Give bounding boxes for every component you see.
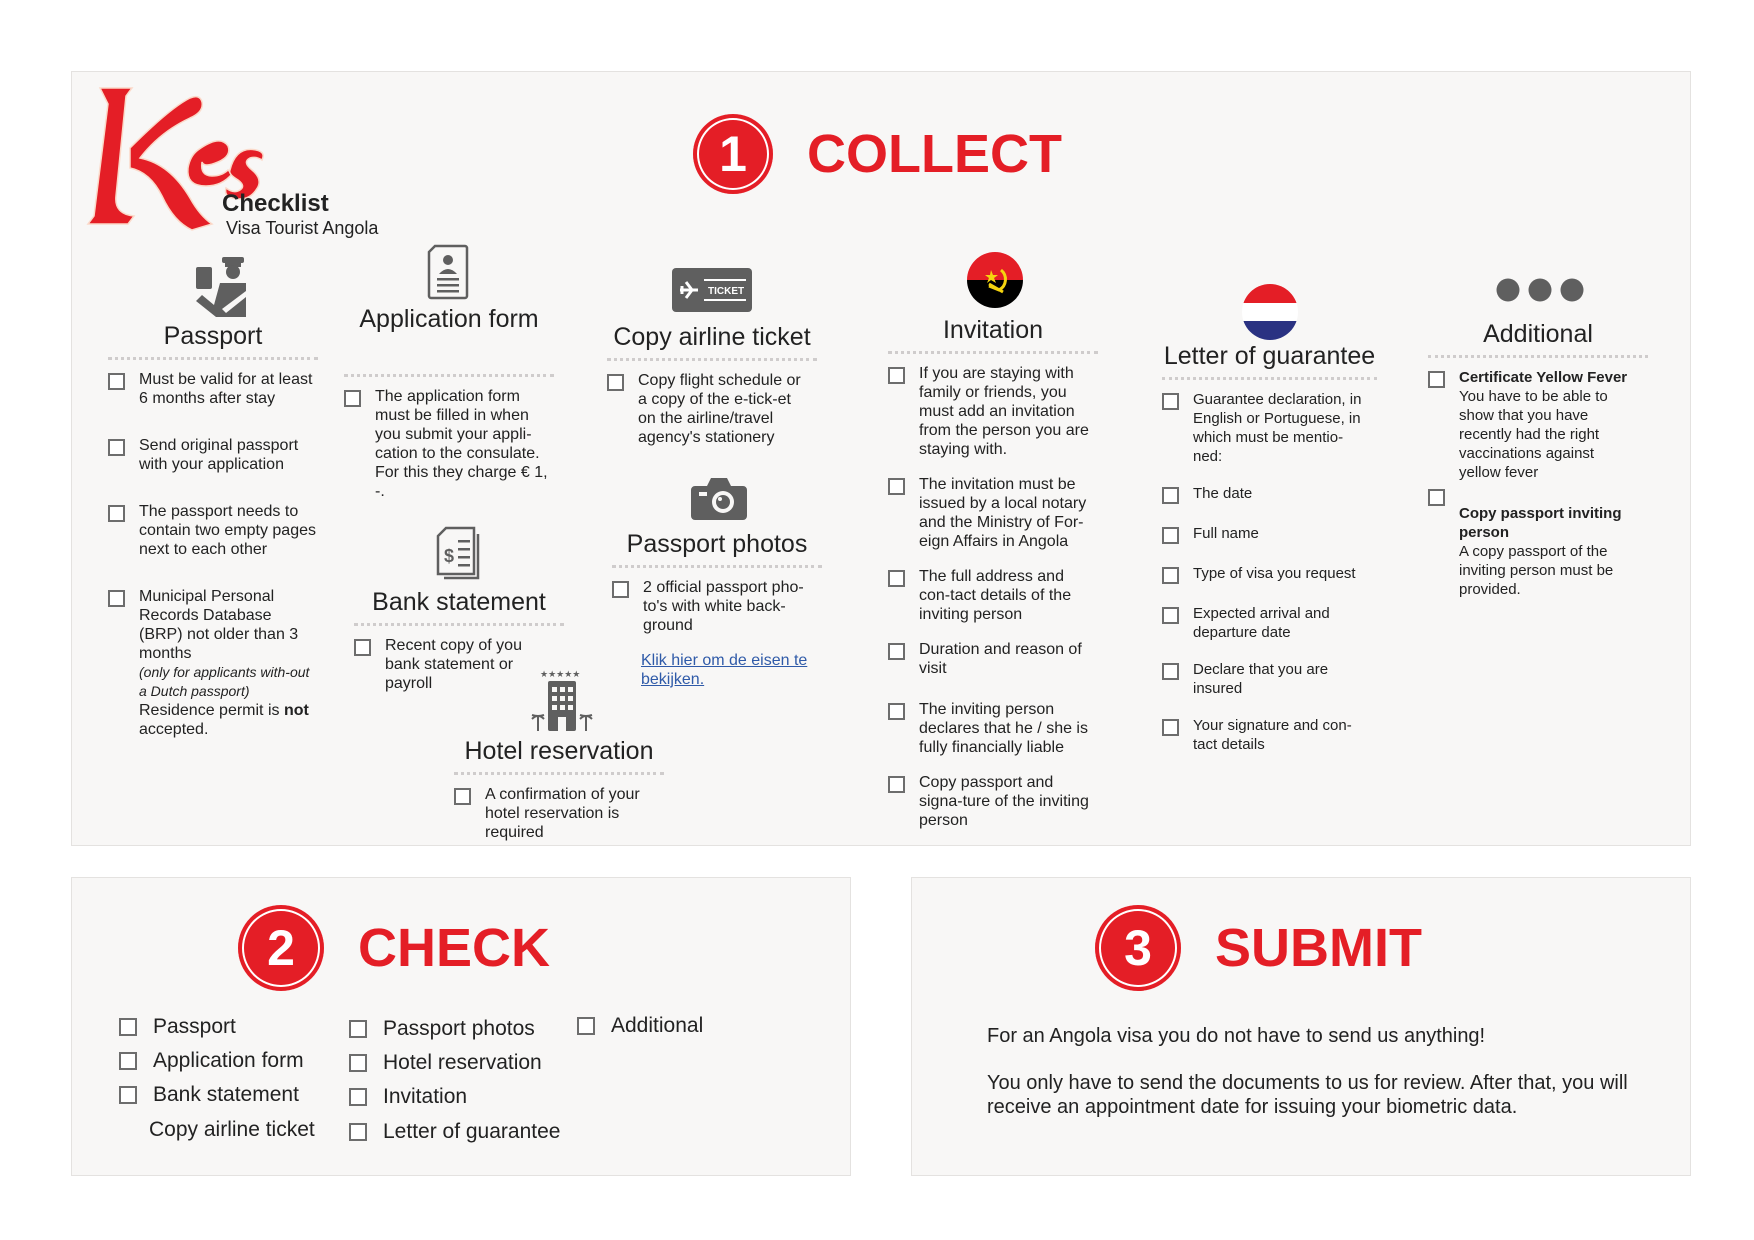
check-item-bank-statement[interactable]: Bank statement [119,1083,299,1107]
dotted-divider [1162,377,1377,380]
checklist-item[interactable]: Duration and reason of visit [888,640,1098,678]
checkbox[interactable] [1162,663,1179,680]
checkbox[interactable] [108,505,125,522]
additional-section [1428,320,1648,615]
checkbox[interactable] [888,570,905,587]
logo-title: Checklist [222,190,329,217]
checklist-item[interactable]: The passport needs to contain two empty pages next to each other [108,502,318,559]
checklist-item[interactable]: Full name [1162,524,1377,544]
checkbox[interactable] [607,374,624,391]
section-title: Passport photos [626,530,808,558]
checklist-item[interactable]: A confirmation of your hotel reservation is required [454,785,664,842]
checklist-item[interactable]: Recent copy of you bank statement or payroll [354,636,564,693]
checklist-item[interactable]: Copy passport and signa-ture of the inviting person [888,773,1098,830]
step-title: CHECK [358,918,551,978]
section-title: Bank statement [372,588,546,616]
camera-icon [691,476,747,520]
checklist-item[interactable]: The date [1162,484,1377,504]
checklist-item[interactable]: If you are staying with family or friends, you must add an invitation from the person you are staying with. [888,364,1098,459]
checklist-item[interactable]: The invitation must be issued by a local notary and the Ministry of For-eign Affairs in Angola [888,475,1098,551]
hotel-reservation-section [454,737,664,858]
step-number-badge: 3 [1095,905,1181,991]
checklist-item[interactable]: Type of visa you request [1162,564,1377,584]
checkbox[interactable] [1162,487,1179,504]
netherlands-flag-icon [1242,284,1298,340]
airline-ticket-section [607,323,817,463]
checkbox[interactable] [119,1052,137,1070]
checkbox[interactable] [454,788,471,805]
checkbox[interactable] [888,776,905,793]
svg-text:TICKET: TICKET [708,286,745,297]
checkbox[interactable] [344,390,361,407]
checkbox[interactable] [577,1017,595,1035]
checkbox[interactable] [1162,607,1179,624]
collect-panel [71,71,1691,846]
checkbox[interactable] [108,439,125,456]
check-item-application-form[interactable]: Application form [119,1049,304,1073]
checkbox[interactable] [108,590,125,607]
checklist-item[interactable]: Guarantee declaration, in English or Portuguese, in which must be mentio-ned: [1162,390,1377,466]
check-item-additional[interactable]: Additional [577,1014,703,1038]
checklist-item[interactable]: Send original passport with your application [108,436,318,474]
check-item-invitation[interactable]: Invitation [349,1085,467,1109]
step-number-badge: 1 [693,114,773,194]
step-collect-header [693,114,1062,194]
submit-message: For an Angola visa you do not have to send us anything! [987,1025,1486,1047]
note-italic: (only for applicants with-out a Dutch passport) [139,664,310,699]
passport-officer-icon [192,257,248,317]
dotted-divider [1428,355,1648,358]
check-item-airline-ticket[interactable]: Copy airline ticket [149,1118,315,1141]
check-item-letter-of-guarantee[interactable]: Letter of guarantee [349,1120,560,1144]
checklist-item[interactable]: Your signature and con-tact details [1162,716,1377,754]
section-title: Letter of guarantee [1163,342,1376,370]
check-item-hotel-reservation[interactable]: Hotel reservation [349,1051,542,1075]
invitation-section [888,316,1098,846]
svg-text:$: $ [444,546,455,566]
checkbox[interactable] [1162,527,1179,544]
submit-panel [911,877,1691,1176]
checkbox[interactable] [349,1123,367,1141]
photo-requirements-link[interactable]: Klik hier om de eisen te bekijken. [641,652,808,688]
checkbox[interactable] [1162,719,1179,736]
checklist-item[interactable]: Copy passport inviting person A copy passport of the inviting person must be provided. [1428,486,1648,599]
letter-of-guarantee-section [1162,342,1377,770]
application-form-section [344,305,554,517]
section-title: Invitation [942,316,1044,344]
checklist-item[interactable]: The full address and con-tact details of the inviting person [888,567,1098,624]
checkbox[interactable] [354,639,371,656]
check-item-passport[interactable]: Passport [119,1015,236,1039]
checklist-item[interactable]: 2 official passport pho-to's with white back-ground [612,578,822,635]
checkbox[interactable] [888,643,905,660]
svg-text:★★★★★: ★★★★★ [540,670,581,680]
section-title: Application form [359,305,539,333]
checkbox[interactable] [1428,489,1445,506]
checkbox[interactable] [1162,393,1179,410]
step-check-header [238,905,550,991]
check-panel [71,877,851,1176]
hotel-icon [530,669,594,731]
checklist-item[interactable]: The inviting person declares that he / she is fully financially liable [888,700,1098,757]
checkbox[interactable] [349,1020,367,1038]
step-number-badge: 2 [238,905,324,991]
checklist-item[interactable]: Declare that you are insured [1162,660,1377,698]
passport-section [108,322,318,755]
checkbox[interactable] [888,367,905,384]
checkbox[interactable] [1428,371,1445,388]
section-title: Passport [163,322,263,350]
more-dots-icon [1495,277,1585,303]
checklist-item[interactable]: Municipal Personal Records Database (BRP) not older than 3 months (only for applicants with-out a Dutch passport) Residence permit is not accepted. [108,587,318,739]
bank-statement-icon [436,526,480,580]
checkbox[interactable] [108,373,125,390]
submit-instructions: You only have to send the documents to us for review. After that, you will receive an appointment date for issuing your biometric data. [987,1072,1628,1118]
checkbox[interactable] [119,1086,137,1104]
angola-flag-icon [967,252,1023,308]
checklist-item[interactable]: The application form must be filled in when you submit your appli-cation to the consulate. For this they charge € 1, -. [344,387,554,501]
dotted-divider [344,374,554,377]
application-form-icon [427,244,469,300]
check-item-passport-photos[interactable]: Passport photos [349,1017,535,1041]
checkbox[interactable] [349,1088,367,1106]
checkbox[interactable] [1162,567,1179,584]
dotted-divider [888,351,1098,354]
logo-subtitle: Visa Tourist Angola [226,218,379,238]
checklist-item[interactable]: Must be valid for at least 6 months after stay [108,370,318,408]
step-title: SUBMIT [1215,918,1422,978]
dotted-divider [108,357,318,360]
dotted-divider [354,623,564,626]
dotted-divider [454,772,664,775]
section-title: Additional [1483,320,1593,348]
checkbox[interactable] [888,703,905,720]
checkbox[interactable] [349,1054,367,1072]
checklist-item[interactable]: Certificate Yellow Fever You have to be able to show that you have recently had the right vaccinations against yellow fever [1428,368,1648,482]
dotted-divider [612,565,822,568]
checkbox[interactable] [612,581,629,598]
section-title: Copy airline ticket [613,323,811,351]
section-title: Hotel reservation [464,737,654,765]
checklist-item[interactable]: Copy flight schedule or a copy of the e-tick-et on the airline/travel agency's stationery [607,371,817,447]
step-submit-header [1095,905,1422,991]
passport-photos-section [612,530,822,689]
checkbox[interactable] [888,478,905,495]
dotted-divider [607,358,817,361]
checkbox[interactable] [119,1018,137,1036]
step-title: COLLECT [807,124,1062,184]
checklist-item[interactable]: Expected arrival and departure date [1162,604,1377,642]
airline-ticket-icon [672,268,752,312]
